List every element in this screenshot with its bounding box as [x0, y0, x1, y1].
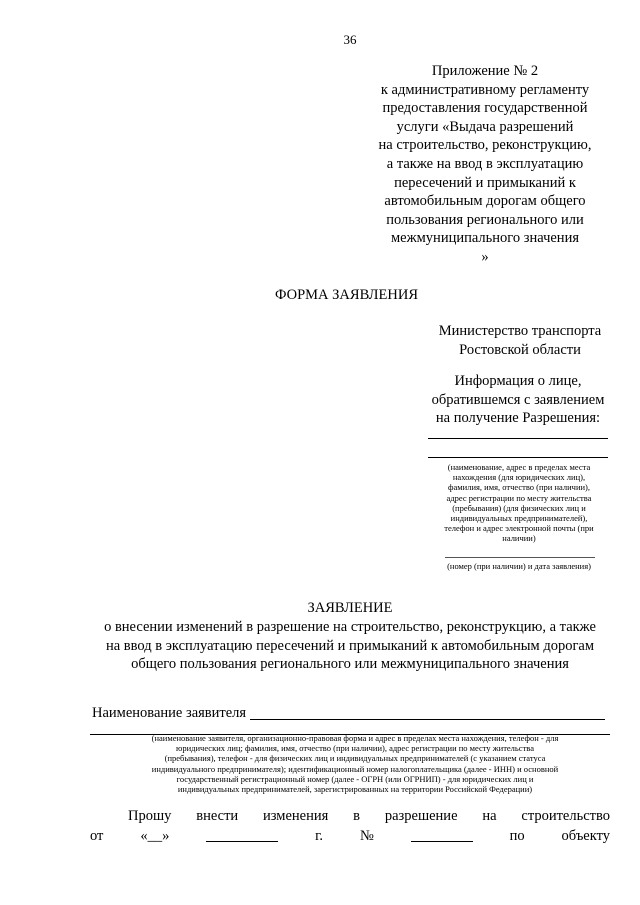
quote-close: »	[162, 828, 170, 844]
request-word: Прошу	[128, 808, 172, 824]
year-label: г.	[315, 828, 324, 844]
caption-line: индивидуальных предпринимателей, зарегистрированных на территории Российской Федерации)	[177, 784, 533, 795]
number-sign: №	[359, 828, 374, 844]
caption-line: адрес регистрации по месту жительства	[446, 492, 592, 503]
applicant-info-field[interactable]	[428, 457, 608, 458]
applicant-name-label: Наименование заявителя	[92, 705, 247, 721]
request-word: строительство	[521, 808, 610, 824]
caption-line: (пребывания) (для физических лиц и	[452, 502, 586, 513]
caption-line: нахождения (для юридических лиц),	[452, 472, 586, 483]
appendix-header	[360, 62, 610, 267]
recipient-line: Ростовской области	[459, 342, 581, 358]
statement-line: общего пользования регионального или межмуниципального значения	[131, 656, 569, 672]
caption-line: (наименование заявителя, организационно-правовая форма и адрес в пределах места нахождения, телефон - для	[151, 733, 559, 743]
appendix-line: межмуниципального значения	[391, 230, 579, 247]
statement-line: о внесении изменений в разрешение на строительство, реконструкцию, а также	[104, 619, 596, 635]
quote-open: «	[140, 828, 148, 844]
info-line: Информация о лице,	[454, 373, 582, 389]
recipient-block	[420, 322, 620, 360]
statement-line: на ввод в эксплуатацию пересечений и примыканий к автомобильным дорогам	[105, 637, 594, 654]
caption-line: юридических лиц; фамилия, имя, отчество (при наличии), адрес регистрации по месту жительства	[176, 743, 534, 754]
request-line-2	[90, 828, 610, 845]
request-word: в	[353, 808, 360, 824]
appendix-line: на строительство, реконструкцию,	[378, 137, 592, 154]
appendix-line: Приложение № 2	[431, 63, 539, 79]
caption-line: телефон и адрес электронной почты (при	[444, 523, 594, 534]
by-label: по	[509, 828, 525, 844]
caption-line: индивидуального предпринимателя); идентификационный номер налогоплательщика (далее - ИНН) и основной	[151, 763, 559, 774]
request-word: изменения	[263, 808, 329, 824]
request-word: разрешение	[384, 808, 458, 824]
form-title: ФОРМА ЗАЯВЛЕНИЯ	[275, 287, 418, 303]
caption-line: государственный регистрационный номер (далее - ОГРН (или ОГРНИП) - для юридических лиц и	[176, 773, 534, 784]
number-date-field[interactable]	[445, 557, 595, 558]
recipient-line: Министерство транспорта	[438, 323, 602, 339]
appendix-line: »	[481, 248, 489, 265]
request-word: внести	[196, 808, 239, 824]
number-date-caption: (номер (при наличии) и дата заявления)	[447, 561, 591, 571]
caption-line: (пребывания), телефон - для физических лиц и индивидуальных предпринимателей (с указанием статуса	[164, 753, 546, 764]
applicant-name-caption	[90, 733, 620, 794]
applicant-info-caption	[425, 462, 613, 544]
object-label: объекту	[561, 828, 610, 844]
applicant-info-field[interactable]	[428, 438, 608, 439]
statement-subject	[80, 618, 620, 674]
appendix-line: предоставления государственной	[382, 100, 588, 117]
appendix-line: а также на ввод в эксплуатацию	[386, 155, 584, 172]
caption-line: фамилия, имя, отчество (при наличии),	[448, 482, 590, 493]
appendix-line: пользования регионального или	[386, 211, 584, 228]
caption-line: наличии)	[502, 533, 536, 544]
request-line-1	[90, 808, 610, 825]
info-line: обратившемся с заявлением	[431, 391, 605, 408]
appendix-line: автомобильным дорогам общего	[384, 193, 586, 210]
statement-title: ЗАЯВЛЕНИЕ	[307, 600, 393, 616]
page-number: 36	[343, 32, 357, 47]
date-month-field[interactable]	[206, 828, 278, 842]
caption-line: индивидуальных предпринимателей),	[450, 513, 588, 524]
date-day-field[interactable]	[140, 828, 169, 845]
from-label: от	[90, 828, 104, 844]
request-word: на	[482, 808, 497, 824]
appendix-line: к административному регламенту	[380, 81, 590, 98]
applicant-name-field[interactable]	[250, 719, 605, 720]
info-line: на получение Разрешения:	[435, 410, 601, 427]
permit-number-field[interactable]	[411, 828, 473, 842]
caption-line: (наименование, адрес в пределах места	[447, 462, 591, 472]
appendix-line: пересечений и примыканий к	[394, 174, 576, 191]
appendix-line: услуги «Выдача разрешений	[396, 118, 574, 135]
day-blank: __	[147, 828, 163, 844]
applicant-info-heading	[418, 372, 618, 428]
